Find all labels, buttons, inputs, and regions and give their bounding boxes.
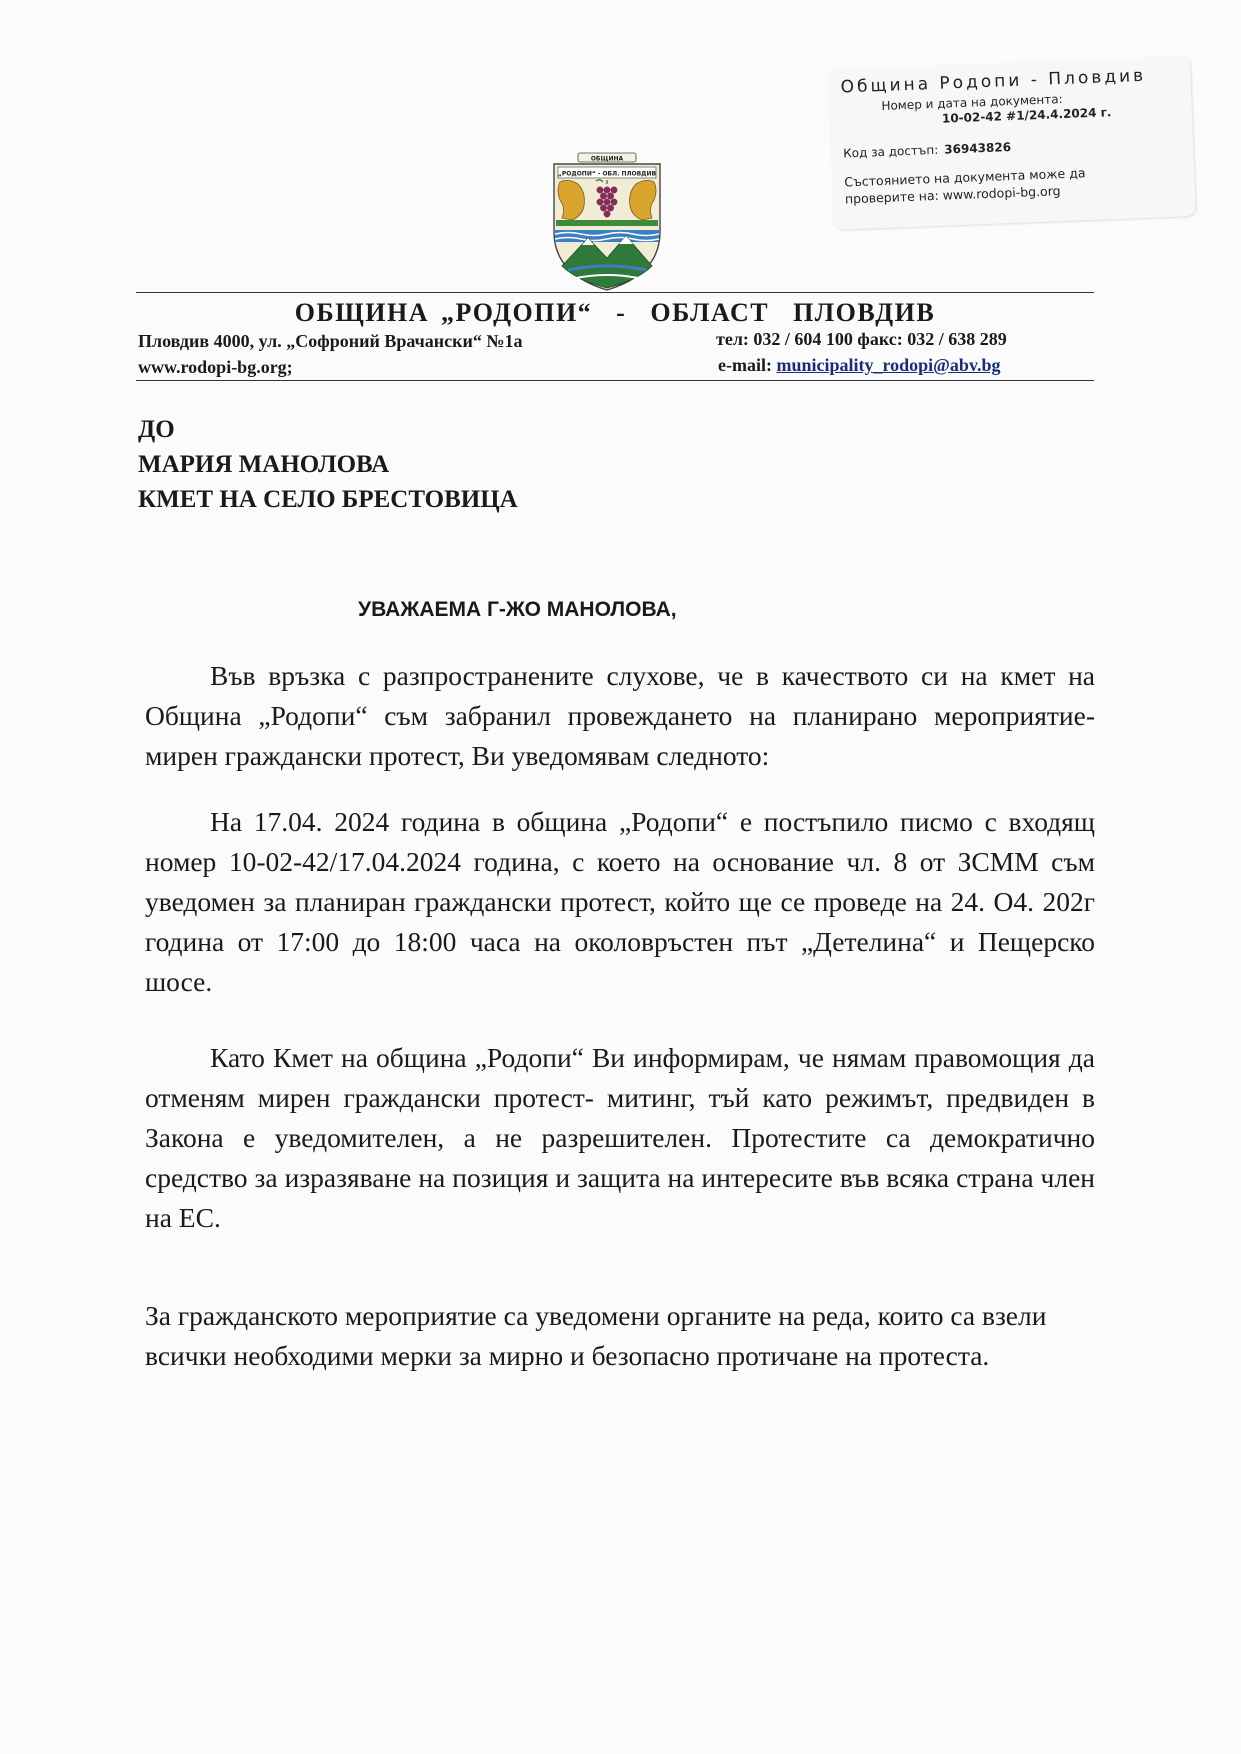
coat-banner-main: „РОДОПИ“ - ОБЛ. ПЛОВДИВ bbox=[557, 170, 657, 178]
body-paragraph: За гражданското мероприятие са уведомени органите на реда, които са взели всички необходими мерки за мирно и безопасно протичане на протеста. bbox=[145, 1300, 1047, 1371]
recipient-block bbox=[138, 412, 518, 517]
stamp-organization: Община Родопи - Пловдив bbox=[840, 65, 1147, 98]
salutation: УВАЖАЕМА Г-ЖО МАНОЛОВА, bbox=[358, 598, 677, 621]
body-paragraph: Като Кмет на община „Родопи“ Ви информирам, че нямам правомощия да отменям мирен граждански протест- митинг, тъй като режимът, предвиден в Закона е уведомителен, а не разрешителен. Протестите са демократично средство за изразяване на позиция и защита на интересите във всяка страна член на ЕС. bbox=[145, 1042, 1095, 1233]
recipient-to: ДО bbox=[138, 416, 175, 443]
letterhead-bottom-rule bbox=[136, 380, 1094, 381]
email-label: e-mail: bbox=[718, 355, 777, 375]
stamp-check-text: Състоянието на документа може да проверите на: www.rodopi-bg.org bbox=[844, 165, 1086, 207]
recipient-name: МАРИЯ МАНОЛОВА bbox=[138, 451, 390, 478]
registration-stamp bbox=[828, 56, 1196, 230]
municipality-website[interactable]: www.rodopi-bg.org; bbox=[138, 357, 293, 377]
letterhead-top-rule bbox=[136, 292, 1094, 293]
stamp-access-code bbox=[843, 140, 1011, 160]
body-paragraph: На 17.04. 2024 година в община „Родопи“ е постъпило писмо с входящ номер 10-02-42/17.04.2024 година, с което на основание чл. 8 от ЗСММ съм уведомен за планиран граждански протест, който ще се проведе на 24. О4. 202г година от 17:00 до 18:00 часа на околовръстен път „Детелина“ и Пещерско шосе. bbox=[145, 806, 1095, 997]
municipality-title: ОБЩИНА „РОДОПИ“ - ОБЛАСТ ПЛОВДИВ bbox=[294, 298, 936, 327]
municipality-email-line bbox=[718, 355, 1000, 376]
recipient-position: КМЕТ НА СЕЛО БРЕСТОВИЦА bbox=[138, 486, 518, 513]
coat-banner-top: ОБЩИНА bbox=[590, 155, 624, 163]
email-link[interactable]: municipality_rodopi@abv.bg bbox=[776, 355, 1001, 375]
municipality-phone-fax: тел: 032 / 604 100 факс: 032 / 638 289 bbox=[716, 329, 1007, 349]
body-paragraph: Във връзка с разпространените слухове, че в качеството си на кмет на Община „Родопи“ съм забранил провеждането на планирано мероприятие- мирен граждански протест, Ви уведомявам следното: bbox=[145, 660, 1095, 771]
stamp-code-value: 36943826 bbox=[943, 140, 1012, 157]
municipality-address: Пловдив 4000, ул. „Софроний Врачански“ №1а bbox=[138, 331, 523, 351]
stamp-number-label: Номер и дата на документа: bbox=[881, 92, 1063, 113]
stamp-number-value: 10-02-42 #1/24.4.2024 г. bbox=[941, 105, 1112, 126]
coat-of-arms-emblem bbox=[548, 150, 666, 292]
stamp-code-label: Код за достъп: bbox=[842, 142, 939, 161]
coat-of-arms-icon bbox=[548, 150, 666, 292]
